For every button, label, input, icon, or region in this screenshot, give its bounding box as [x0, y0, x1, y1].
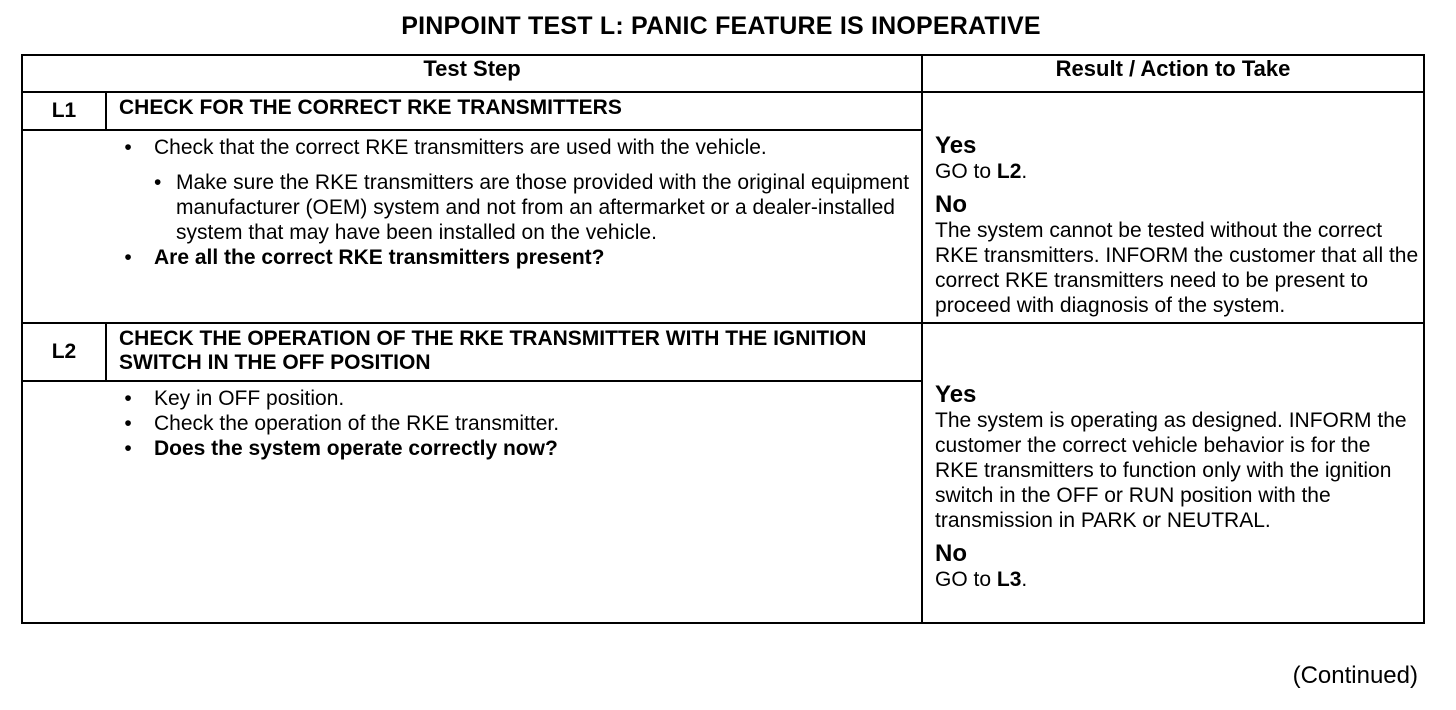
- yes-action: [935, 159, 1419, 184]
- continued-label: (Continued): [1292, 662, 1418, 689]
- step-id-l1: L1: [22, 92, 106, 130]
- no-action: The system cannot be tested without the correct RKE transmitters. INFORM the customer that all the correct RKE transmitters need to be present to proceed with diagnosis of the system.: [935, 219, 1419, 317]
- question-text: Are all the correct RKE transmitters present?: [154, 246, 605, 269]
- list-item: [118, 411, 911, 436]
- no-label: No: [935, 191, 968, 218]
- result-header: Result / Action to Take: [922, 55, 1424, 92]
- list-item: [118, 436, 911, 461]
- bullet-icon: •: [124, 437, 132, 460]
- yes-label: Yes: [935, 132, 977, 159]
- no-action-text: GO to: [935, 568, 997, 591]
- bullet-text: Make sure the RKE transmitters are those provided with the original equipment manufacturer (OEM) system and not from an aftermarket or a dealer-installed system that may have been installed on the vehicle.: [176, 171, 910, 244]
- step-body-l1: [106, 130, 922, 323]
- bullet-icon: •: [124, 136, 132, 159]
- step-reference: L2: [996, 160, 1022, 183]
- bullet-text: Check that the correct RKE transmitters are used with the vehicle.: [154, 136, 767, 159]
- bullet-icon: •: [124, 412, 132, 435]
- yes-action-text: GO to: [935, 160, 997, 183]
- step-body-l2: [106, 381, 922, 623]
- no-action: [935, 567, 1419, 592]
- step-title-l2: CHECK THE OPERATION OF THE RKE TRANSMITTER WITH THE IGNITION SWITCH IN THE OFF POSITION: [106, 323, 922, 381]
- yes-action: The system is operating as designed. INFORM the customer the correct vehicle behavior is for the RKE transmitters to function only with the ignition switch in the OFF or RUN position with the transmission in PARK or NEUTRAL.: [935, 409, 1407, 532]
- bullet-icon: •: [124, 387, 132, 410]
- yes-label: Yes: [935, 381, 977, 408]
- step-id-blank: [22, 381, 106, 623]
- step-title-l1: CHECK FOR THE CORRECT RKE TRANSMITTERS: [106, 92, 922, 130]
- list-item: [118, 386, 911, 411]
- test-step-header: Test Step: [22, 55, 922, 92]
- pinpoint-test-table: [21, 54, 1425, 624]
- table-header-row: [22, 55, 1424, 92]
- bullet-icon: •: [154, 171, 162, 194]
- list-item: [118, 135, 911, 160]
- bullet-text: Check the operation of the RKE transmitter.: [154, 412, 560, 435]
- list-item: [118, 245, 911, 270]
- step-id-blank: [22, 130, 106, 323]
- step-l1-title-row: [22, 92, 1424, 130]
- result-cell-l2: [922, 323, 1424, 623]
- page-title: PINPOINT TEST L: PANIC FEATURE IS INOPERATIVE: [401, 12, 1041, 40]
- no-label: No: [935, 540, 968, 567]
- step-id-l2: L2: [22, 323, 106, 381]
- no-action-end: .: [1021, 568, 1028, 591]
- step-l2-title-row: [22, 323, 1424, 381]
- step-reference: L3: [996, 568, 1022, 591]
- bullet-icon: •: [124, 246, 132, 269]
- sub-list-item: [118, 170, 911, 245]
- question-text: Does the system operate correctly now?: [154, 437, 558, 460]
- result-cell-l1: [922, 92, 1424, 323]
- bullet-text: Key in OFF position.: [154, 387, 345, 410]
- yes-action-end: .: [1021, 160, 1028, 183]
